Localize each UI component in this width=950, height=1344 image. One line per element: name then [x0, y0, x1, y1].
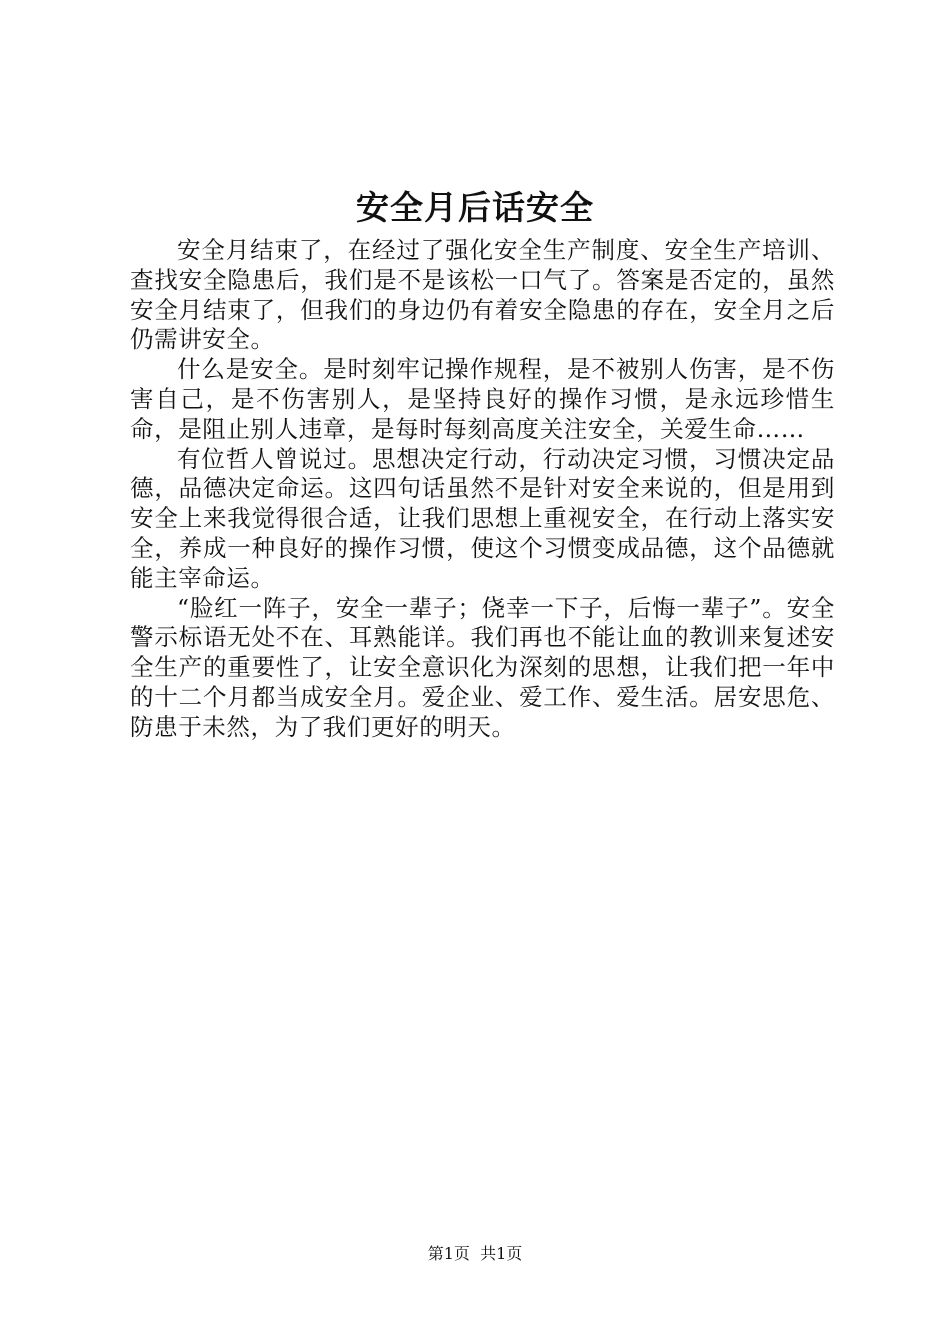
- paragraph-3: 有位哲人曾说过。思想决定行动，行动决定习惯，习惯决定品德，品德决定命运。这四句话虽然不是针对安全来说的，但是用到安全上来我觉得很合适，让我们思想上重视安全，在行动上落实安全，养成一种良好的操作习惯，使这个习惯变成品德，这个品德就能主宰命运。: [130, 444, 835, 592]
- paragraph-2: 什么是安全。是时刻牢记操作规程，是不被别人伤害，是不伤害自己，是不伤害别人，是坚持良好的操作习惯，是永远珍惜生命，是阻止别人违章，是每时每刻高度关注安全，关爱生命……: [130, 355, 835, 443]
- paragraph-1: 安全月结束了，在经过了强化安全生产制度、安全生产培训、查找安全隐患后，我们是不是该松一口气了。答案是否定的，虽然安全月结束了，但我们的身边仍有着安全隐患的存在，安全月之后仍需讲安全。: [130, 236, 835, 354]
- document-body: [130, 236, 835, 743]
- page-footer: 第1页 共1页: [427, 1244, 523, 1263]
- paragraph-4: “脸红一阵子，安全一辈子；侥幸一下子，后悔一辈子”。安全警示标语无处不在、耳熟能详。我们再也不能让血的教训来复述安全生产的重要性了，让安全意识化为深刻的思想，让我们把一年中的十二个月都当成安全月。爱企业、爱工作、爱生活。居安思危、防患于未然，为了我们更好的明天。: [130, 593, 835, 741]
- document-title: 安全月后话安全: [356, 188, 594, 227]
